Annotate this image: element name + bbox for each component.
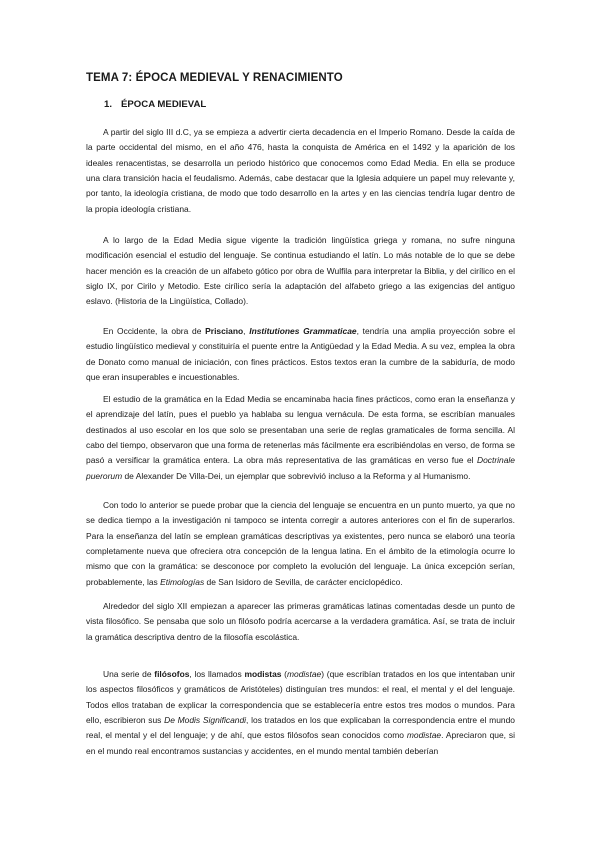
paragraph-7-text: ) (que escribían tratados en los que intentaban unir los aspectos filosóficos y gramáticos de Aristóteles) distinguían tres mundos: el real, el mental y el del lenguaje. Todos ellos trataban de explicar la correspondencia que se establecería entre estos tres modos o mundos. Para ello, escribieron sus	[86, 669, 516, 726]
work-de-modis: De Modis Significandi	[164, 715, 247, 726]
paragraph-7-text: . Apreciaron que, si en el mundo real encontramos sustancias y accidentes, en el mundo mental también deberían	[86, 730, 515, 756]
paragraph-5	[86, 498, 515, 590]
paragraph-2: A lo largo de la Edad Media sigue vigente la tradición lingüística griega y romana, no sufre ninguna modificación esencial el estudio del lenguaje. Se continua estudiando el latín. Lo más notable de lo que se debe hacer mención es la creación de un alfabeto gótico por obra de Wulfila para interpretar la Biblia, y del cirílico en el siglo IX, por Cirilo y Metodio. Este cirílico sería la adaptación del alfabeto griego a las exigencias del antiguo eslavo. (Historia de la Lingüística, Collado).	[86, 235, 515, 307]
author-prisciano: Prisciano	[205, 326, 244, 336]
paragraph-1: A partir del siglo III d.C, ya se empieza a advertir cierta decadencia en el Imperio Romano. Desde la caída de la parte occidental del mismo, en el año 476, hasta la conquista de América en el 1492 y la aparición de los ideales renacentistas, se desarrolla un periodo histórico que conocemos como Edad Media. En ella se produce una clara transición hacia el feudalismo. Además, cabe destacar que la Iglesia adquiere un papel muy relevante y, por tanto, la ideología cristiana, de modo que todo desarrollo en la artes y en las ciencias tendría lugar dentro de la propia ideología cristiana.	[86, 127, 515, 214]
section-number: 1.	[104, 99, 113, 110]
work-etimologias: Etimologías	[160, 576, 205, 587]
term-modistae: modistae	[406, 730, 442, 741]
paragraph-7	[86, 667, 515, 759]
paragraph-4	[86, 392, 515, 484]
paragraph-3-text: , tendría una amplia proyección sobre el estudio lingüístico medieval y constituiría el puente entre la Antigüedad y la Edad Media. A su vez, emplea la obra de Donato como manual de iniciación, con fines prácticos. Estos textos eran la cumbre de la sabiduría, de modo que eran insuperables e incuestionables.	[86, 326, 515, 383]
term-modistae: modistae	[287, 669, 322, 679]
paragraph-5-text: Con todo lo anterior se puede probar que la ciencia del lenguaje se encuentra en un punto muerto, ya que no se dedica tiempo a la investigación ni tampoco se intenta corregir a autores anteriores con el fin de superarlos. Para la enseñanza del latín se emplean gramáticas descriptivas ya existentes, pero nunca se elaboró una teoría completamente nueva que ofreciera otra concepción de la lengua latina. En el ámbito de la etimología ocurre lo mismo que con la gramática: se desconoce por completo la evolución del lenguaje. La única excepción serían, probablemente, las	[86, 500, 515, 587]
paragraph-3-text: En Occidente, la obra de	[103, 326, 206, 336]
paragraph-7-text: , los llamados	[189, 669, 245, 679]
paragraph-4-text: El estudio de la gramática en la Edad Media se encaminaba hacia fines prácticos, como eran la enseñanza y el aprendizaje del latín, pues el pueblo ya hablaba su lengua vernácula. De esta forma, se escribían manuales destinados al uso escolar en los que solo se presentaban una serie de reglas gramaticales de forma sencilla. Al cabo del tiempo, observaron que una forma de retenerlas más fácilmente era escribiéndolas en verso, de forma se pasó a versificar la gramática entera. La obra más representativa de las gramáticas en verso fue el	[86, 394, 515, 466]
paragraph-5-text: de San Isidoro de Sevilla, de carácter enciclopédico.	[204, 576, 403, 587]
section-heading	[104, 99, 206, 110]
paragraph-7-text: (	[281, 669, 287, 679]
paragraph-3	[86, 324, 515, 385]
work-doctrinale: Doctrinale puerorum	[86, 455, 515, 481]
paragraph-4-text: de Alexander De Villa-Dei, un ejemplar que sobrevivió incluso a la Reforma y al Humanismo.	[122, 470, 471, 481]
section-label: ÉPOCA MEDIEVAL	[121, 99, 207, 110]
paragraph-7-text: , los tratados en los que explicaban la correspondencia entre el mundo real, el mental y el del lenguaje; y de ahí, que estos filósofos sean conocidos como	[86, 715, 515, 741]
paragraph-3-text: ,	[243, 326, 250, 336]
work-institutiones: Institutiones Grammaticae	[249, 326, 357, 336]
term-filosofos: filósofos	[154, 669, 190, 679]
document-title: TEMA 7: ÉPOCA MEDIEVAL Y RENACIMIENTO	[86, 72, 343, 84]
paragraph-7-text: Una serie de	[103, 669, 155, 679]
paragraph-6: Alrededor del siglo XII empiezan a aparecer las primeras gramáticas latinas comentadas desde un punto de vista filosófico. Se pensaba que solo un filósofo podría acercarse a la verdadera gramática. Así, se trata de incluir la gramática descriptiva dentro de la filosofía escolástica.	[86, 601, 515, 642]
term-modistas: modistas	[244, 669, 282, 679]
